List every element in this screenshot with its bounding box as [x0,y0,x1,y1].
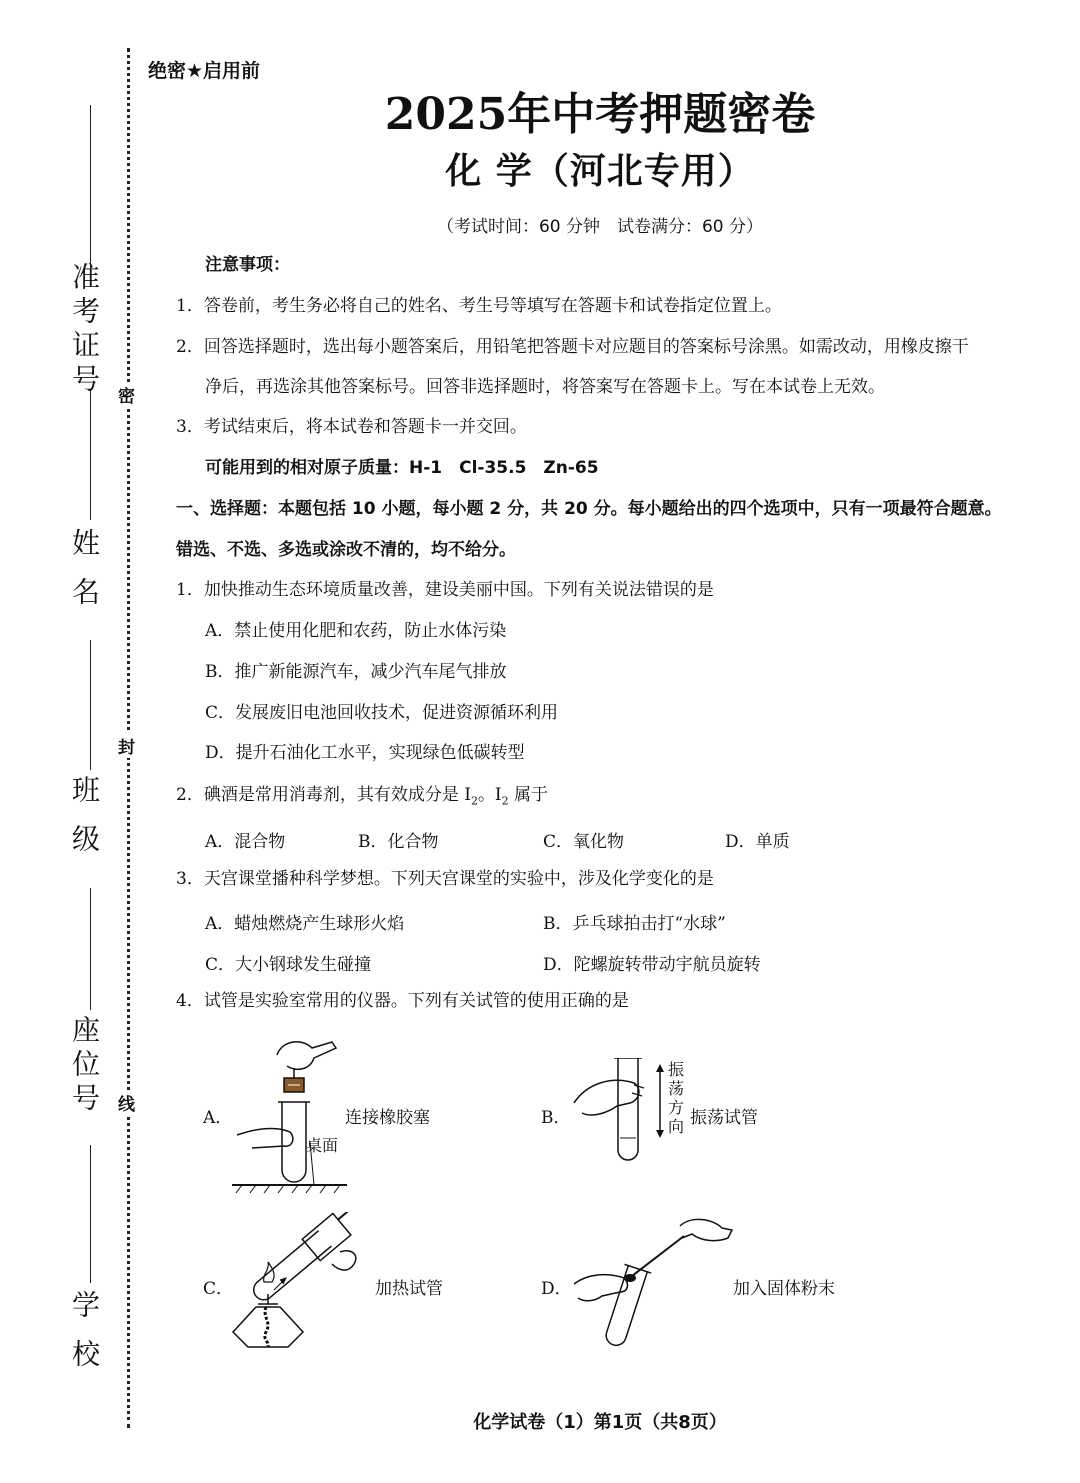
page-footer: 化学试卷（1）第1页（共8页） [473,1412,727,1433]
q3-stem: 3．天宫课堂播种科学梦想。下列天宫课堂的实验中，涉及化学变化的是 [176,869,714,889]
seal-mark-feng: 封 [118,733,135,758]
q1-option-b: B．推广新能源汽车，减少汽车尾气排放 [205,662,507,682]
notice-item-3: 3．考试结束后，将本试卷和答题卡一并交回。 [176,417,527,437]
q4-option-a-letter: A． [203,1108,233,1128]
q4-option-c-letter: C． [203,1279,234,1299]
class-label: 班 级 [68,775,101,858]
figure-a-connect-stopper [232,1030,352,1195]
seat-underline [90,888,91,1010]
page-subtitle: 化 学（河北专用） [445,151,755,192]
section-1-line-2: 错选、不选、多选或涂改不清的，均不给分。 [176,540,516,560]
seal-mark-mi: 密 [118,382,135,407]
class-underline [90,640,91,770]
q4-stem: 4．试管是实验室常用的仪器。下列有关试管的使用正确的是 [176,991,629,1011]
notice-item-2b: 净后，再选涂其他答案标号。回答非选择题时，将答案写在答题卡上。写在本试卷上无效。 [205,377,885,397]
q4-option-b-arrow-label: 振荡方向 [668,1060,685,1136]
notice-item-2a: 2．回答选择题时，选出每小题答案后，用铅笔把答题卡对应题目的答案标号涂黑。如需改动，用橡皮擦干 [176,337,969,357]
q4-option-d-caption: 加入固体粉末 [733,1279,835,1299]
school-label: 学 校 [68,1290,101,1373]
exam-number-label: 准考证号 [68,262,101,398]
q2-option-a: A．混合物 [205,832,286,852]
name-underline [90,390,91,520]
name-label: 姓 名 [68,528,101,611]
q2-option-b: B．化合物 [358,832,439,852]
seat-label: 座位号 [68,1015,101,1117]
q3-option-a: A．蜡烛燃烧产生球形火焰 [205,914,405,934]
q1-option-c: C．发展废旧电池回收技术，促进资源循环利用 [205,703,559,723]
figure-c-heat-tube [228,1212,373,1352]
q1-option-d: D．提升石油化工水平，实现绿色低碳转型 [205,743,525,763]
school-underline [90,1145,91,1283]
q3-option-d: D．陀螺旋转带动宇航员旋转 [543,955,761,975]
figure-b-shake-tube [572,1058,672,1168]
atomic-mass: 可能用到的相对原子质量：H-1 Cl-35.5 Zn-65 [205,458,599,478]
q2-stem: 2．碘酒是常用消毒剂，其有效成分是 $I_2$。$I_2$ 属于 [176,785,549,808]
q4-option-b-caption: 振荡试管 [690,1108,758,1128]
q3-option-c: C．大小钢球发生碰撞 [205,955,372,975]
section-1-line-1: 一、选择题：本题包括 10 小题，每小题 2 分，共 20 分。每小题给出的四个选项中，只有一项最符合题意。 [176,499,1002,519]
q4-option-a-label-desk: 桌面 [306,1136,339,1155]
seal-mark-xian: 线 [118,1090,135,1115]
secret-mark: 绝密★启用前 [148,60,261,82]
exam-info: （考试时间：60 分钟 试卷满分：60 分） [436,217,764,237]
page-title: 2025年中考押题密卷 [384,89,816,140]
notice-heading: 注意事项： [205,255,290,275]
q4-option-b-letter: B． [541,1108,571,1128]
q1-stem: 1．加快推动生态环境质量改善，建设美丽中国。下列有关说法错误的是 [176,580,714,600]
q4-option-d-letter: D． [541,1279,572,1299]
q4-option-a-caption: 连接橡胶塞 [345,1108,430,1128]
q2-option-c: C．氧化物 [543,832,625,852]
q3-option-b: B．乒乓球拍击打“水球” [543,914,726,934]
notice-item-1: 1．答卷前，考生务必将自己的姓名、考生号等填写在答题卡和试卷指定位置上。 [176,296,782,316]
figure-d-add-powder [572,1212,737,1352]
q4-option-c-caption: 加热试管 [375,1279,443,1299]
q2-option-d: D．单质 [725,832,790,852]
q1-option-a: A．禁止使用化肥和农药，防止水体污染 [205,621,507,641]
